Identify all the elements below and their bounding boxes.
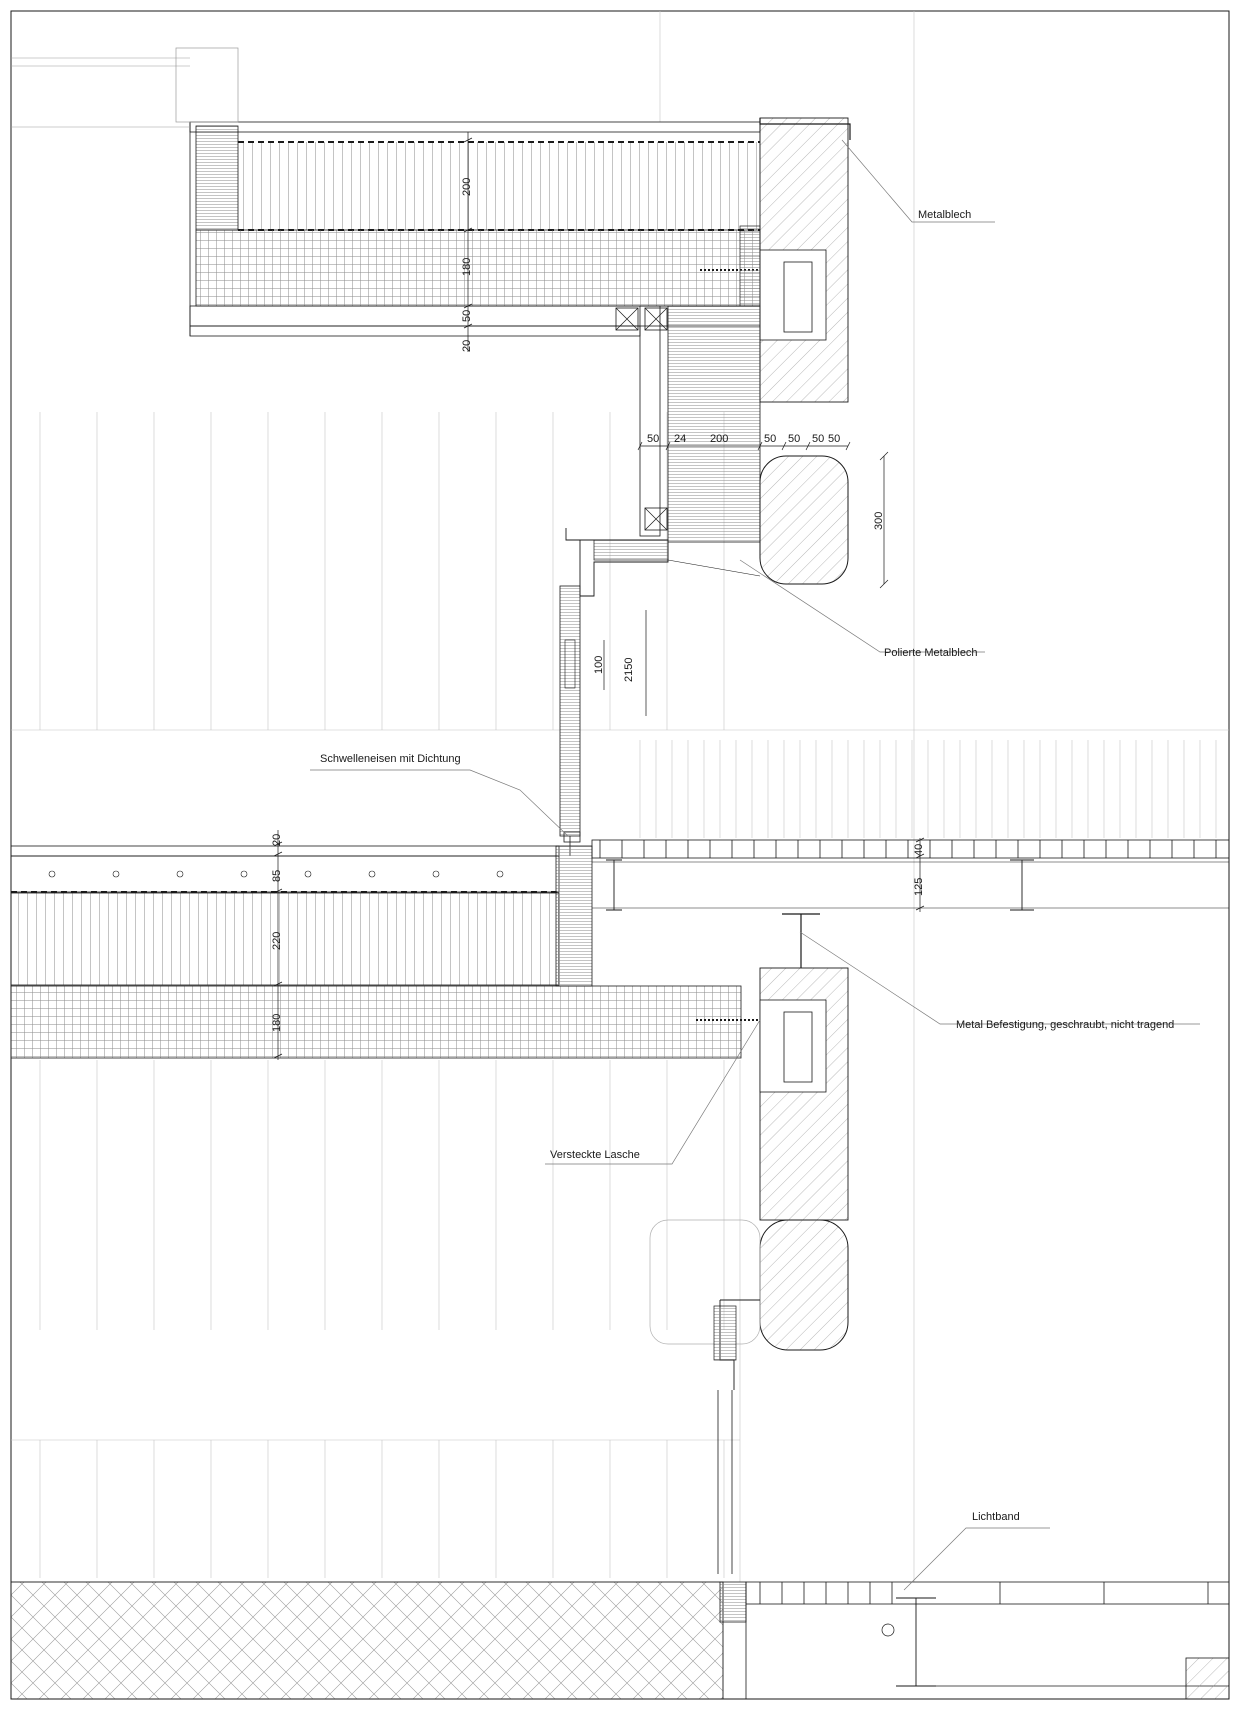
steel-i-beam-1 bbox=[606, 860, 622, 910]
label-lichtband: Lichtband bbox=[972, 1511, 1020, 1523]
roof-clt-180 bbox=[196, 230, 760, 306]
dim-floor-180: 180 bbox=[271, 1013, 283, 1032]
skylight-strip bbox=[746, 1582, 1229, 1604]
floor-clt-180 bbox=[11, 986, 741, 1058]
label-metal-befestigung: Metal Befestigung, geschraubt, nicht tragend bbox=[956, 1019, 1175, 1031]
roof-insulation-200 bbox=[238, 142, 760, 230]
glulam-beam-upper bbox=[760, 456, 848, 584]
dim-wall-50d: 50 bbox=[812, 433, 825, 445]
concrete-base bbox=[11, 1582, 723, 1699]
dim-roof-200: 200 bbox=[461, 177, 473, 196]
batten-circle bbox=[177, 871, 183, 877]
glulam-beam-lower bbox=[760, 1220, 848, 1350]
lower-wall bbox=[650, 968, 848, 1574]
dim-roof-180: 180 bbox=[461, 257, 473, 276]
balcony-deck bbox=[592, 840, 1229, 968]
steel-i-beam-2 bbox=[1010, 860, 1034, 910]
roof-edge-timber bbox=[196, 126, 238, 230]
dim-wall-200: 200 bbox=[710, 433, 729, 445]
label-schwelleneisen: Schwelleneisen mit Dichtung bbox=[320, 753, 461, 765]
batten-circle bbox=[241, 871, 247, 877]
dim-door-2150: 2150 bbox=[623, 657, 635, 682]
dim-wall-50b: 50 bbox=[764, 433, 777, 445]
batten-circle bbox=[305, 871, 311, 877]
hidden-tab bbox=[760, 1000, 826, 1092]
dim-deck-40: 40 bbox=[913, 843, 925, 856]
dim-door-100: 100 bbox=[593, 655, 605, 674]
door-glazing bbox=[560, 586, 580, 856]
dim-beam-300: 300 bbox=[873, 511, 885, 530]
dim-floor-85: 85 bbox=[271, 869, 283, 882]
steel-connector bbox=[760, 250, 826, 340]
roof-buildup bbox=[11, 48, 760, 336]
dim-deck-125: 125 bbox=[913, 877, 925, 896]
batten-circle bbox=[497, 871, 503, 877]
window-frame bbox=[176, 48, 238, 122]
dim-wall-50a: 50 bbox=[647, 433, 660, 445]
ground-slab bbox=[11, 1582, 1229, 1699]
door-leaf bbox=[560, 586, 580, 836]
dim-roof-20: 20 bbox=[461, 339, 473, 352]
batten-circle bbox=[49, 871, 55, 877]
label-polierte-metalblech: Polierte Metalblech bbox=[884, 647, 978, 659]
dim-wall-50c: 50 bbox=[788, 433, 801, 445]
dim-wall-50e: 50 bbox=[828, 433, 841, 445]
dim-roof-50: 50 bbox=[461, 309, 473, 322]
floor-buildup bbox=[11, 846, 741, 1058]
floor-insulation-220 bbox=[11, 893, 559, 985]
batten-circle bbox=[113, 871, 119, 877]
dim-wall-24: 24 bbox=[674, 433, 687, 445]
batten-circle bbox=[369, 871, 375, 877]
batten-circle bbox=[433, 871, 439, 877]
floor-edge-timber bbox=[556, 846, 592, 986]
dim-floor-20: 20 bbox=[271, 833, 283, 846]
label-versteckte-lasche: Versteckte Lasche bbox=[550, 1149, 640, 1161]
label-metalblech: Metalblech bbox=[918, 209, 972, 221]
wall-insulation-200 bbox=[668, 306, 760, 542]
dim-floor-220: 220 bbox=[271, 931, 283, 950]
